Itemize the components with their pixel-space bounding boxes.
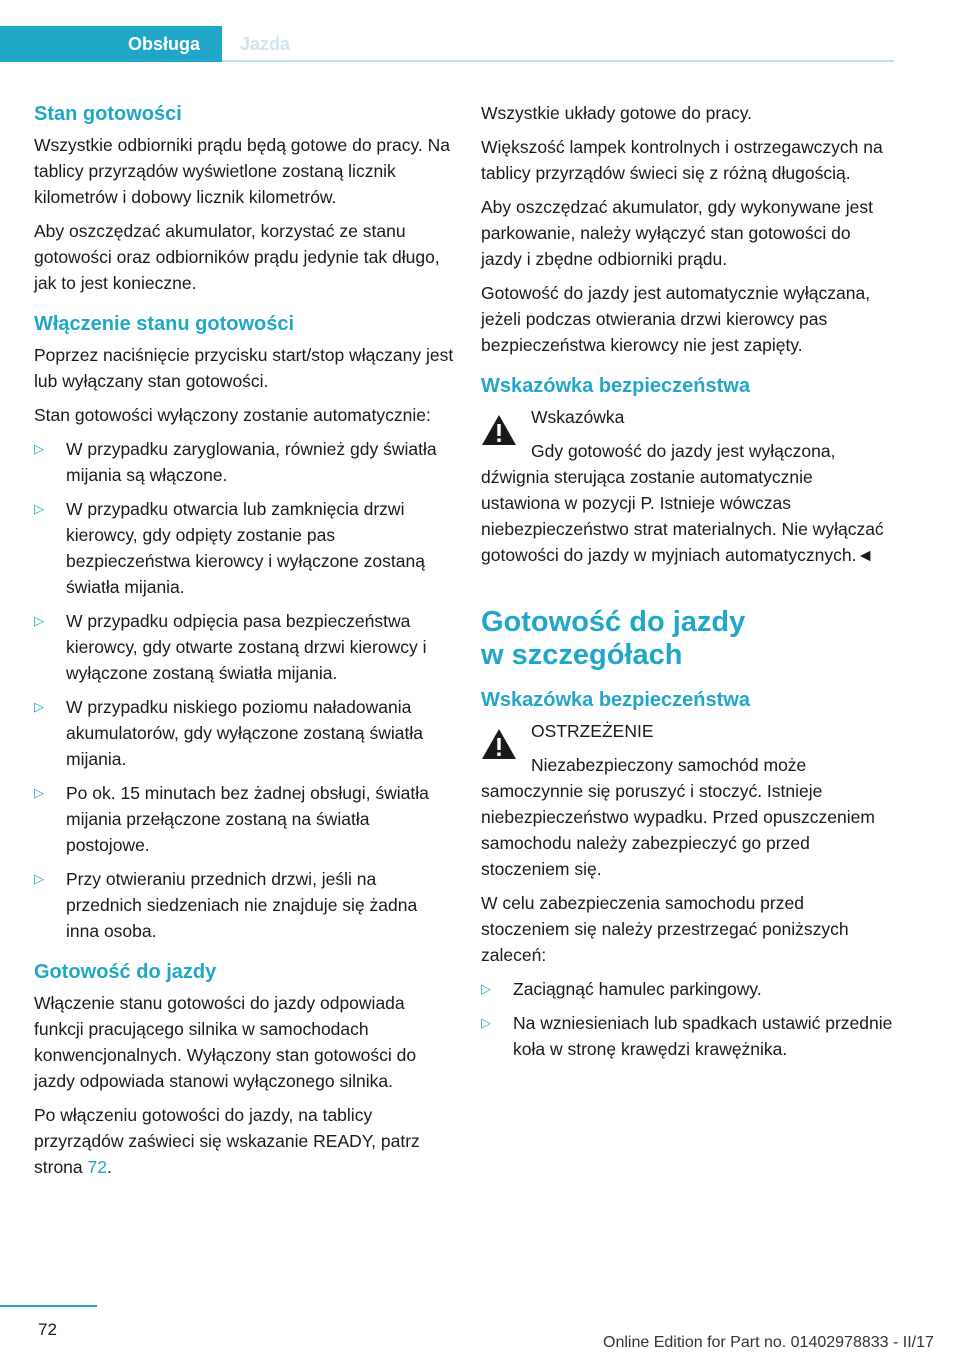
triangle-bullet-icon: ▷ xyxy=(34,501,44,516)
section-title-gotowosc: Gotowość do jazdy xyxy=(34,961,217,983)
warning-label: OSTRZEŻENIE xyxy=(531,721,654,741)
safety-note-2 xyxy=(481,718,893,882)
paragraph: Większość lampek kontrolnych i ostrzegawczych na tablicy przyrządów świeci się z różną długością. xyxy=(481,137,883,183)
tab-obsluga[interactable]: Obsługa xyxy=(0,26,222,62)
list-item: ▷ W przypadku zaryglowania, również gdy światła mijania są włączone. xyxy=(34,436,454,488)
paragraph: Stan gotowości wyłączony zostanie automatycznie: xyxy=(34,405,431,425)
safety-note-1 xyxy=(481,404,893,568)
safety-text: Gdy gotowość do jazdy jest wyłączona, dźwignia sterująca zostanie automatycznie ustawiona w pozycji P. Istnieje wówczas niebezpieczeństwo strat materialnych. Nie wyłączać gotowości do jazdy w myjniach automatycznych.◄ xyxy=(481,441,884,565)
paragraph: Aby oszczędzać akumulator, korzystać ze stanu gotowości oraz odbiorników prądu jedynie tak długo, jak to jest konieczne. xyxy=(34,221,440,293)
list-item: ▷ W przypadku odpięcia pasa bezpieczeństwa kierowcy, gdy otwarte zostaną drzwi kierowcy i wyłączone zostaną światła mijania. xyxy=(34,608,454,686)
section-title-safety-2: Wskazówka bezpieczeństwa xyxy=(481,689,750,711)
parking-list xyxy=(481,976,893,1062)
paragraph: Po włączeniu gotowości do jazdy, na tablicy przyrządów zaświeci się wskazanie READY, patrz strona 72. xyxy=(34,1105,420,1177)
triangle-bullet-icon: ▷ xyxy=(34,699,44,714)
triangle-bullet-icon: ▷ xyxy=(34,871,44,886)
list-item: ▷ Zaciągnąć hamulec parkingowy. xyxy=(481,976,893,1002)
warning-triangle-icon xyxy=(481,728,517,760)
page-number: 72 xyxy=(38,1320,57,1339)
chapter-title: Gotowość do jazdy w szczegółach xyxy=(481,606,746,671)
right-column xyxy=(481,100,893,1070)
list-item: ▷ Po ok. 15 minutach bez żadnej obsługi, światła mijania przełączone zostaną na światła postojowe. xyxy=(34,780,454,858)
list-item: ▷ Na wzniesieniach lub spadkach ustawić przednie koła w stronę krawędzi krawężnika. xyxy=(481,1010,893,1062)
section-title-safety-1: Wskazówka bezpieczeństwa xyxy=(481,375,750,397)
triangle-bullet-icon: ▷ xyxy=(34,441,44,456)
paragraph: Aby oszczędzać akumulator, gdy wykonywane jest parkowanie, należy wyłączyć stan gotowości do jazdy i zbędne odbiorniki prądu. xyxy=(481,197,873,269)
section-title-wlaczenie: Włączenie stanu gotowości xyxy=(34,313,295,335)
left-column xyxy=(34,100,454,1188)
tab-jazda[interactable]: Jazda xyxy=(240,34,291,54)
paragraph: W celu zabezpieczenia samochodu przed stoczeniem się należy przestrzegać poniższych zaleceń: xyxy=(481,893,849,965)
list-item: ▷ Przy otwieraniu przednich drzwi, jeśli na przednich siedzeniach nie znajduje się żadna inna osoba. xyxy=(34,866,454,944)
edition-note: Online Edition for Part no. 01402978833 - II/17 xyxy=(603,1334,934,1351)
paragraph: Wszystkie układy gotowe do pracy. xyxy=(481,103,753,123)
triangle-bullet-icon: ▷ xyxy=(34,785,44,800)
page-reference-link[interactable]: 72 xyxy=(87,1157,107,1177)
header-divider xyxy=(222,60,894,62)
list-item: ▷ W przypadku otwarcia lub zamknięcia drzwi kierowcy, gdy odpięty zostanie pas bezpieczeństwa kierowcy i wyłączone zostaną światła mijania. xyxy=(34,496,454,600)
header-tabs xyxy=(0,26,894,62)
list-item: ▷ W przypadku niskiego poziomu naładowania akumulatorów, gdy wyłączone zostaną światła mijania. xyxy=(34,694,454,772)
paragraph: Wszystkie odbiorniki prądu będą gotowe do pracy. Na tablicy przyrządów wyświetlone zostaną licznik kilometrów i dobowy licznik kilometrów. xyxy=(34,135,451,207)
warning-text: Niezabezpieczony samochód może samoczynnie się poruszyć i stoczyć. Istnieje niebezpieczeństwo wypadku. Przed opuszczeniem samochodu należy zabezpieczyć go przed stoczeniem się. xyxy=(481,755,875,879)
footer-divider xyxy=(0,1305,97,1307)
paragraph: Poprzez naciśnięcie przycisku start/stop włączany jest lub wyłączany stan gotowości. xyxy=(34,345,454,391)
paragraph: Włączenie stanu gotowości do jazdy odpowiada funkcji pracującego silnika w samochodach konwencjonalnych. Wyłączony stan gotowości do jazdy odpowiada stanowi wyłączonego silnika. xyxy=(34,993,417,1091)
triangle-bullet-icon: ▷ xyxy=(481,1015,491,1030)
auto-off-list xyxy=(34,436,454,944)
section-title-stan-gotowosci: Stan gotowości xyxy=(34,103,182,125)
paragraph: Gotowość do jazdy jest automatycznie wyłączana, jeżeli podczas otwierania drzwi kierowcy pas bezpieczeństwa kierowcy nie jest zapięty. xyxy=(481,283,871,355)
safety-label: Wskazówka xyxy=(531,407,625,427)
triangle-bullet-icon: ▷ xyxy=(481,981,491,996)
triangle-bullet-icon: ▷ xyxy=(34,613,44,628)
warning-triangle-icon xyxy=(481,414,517,446)
